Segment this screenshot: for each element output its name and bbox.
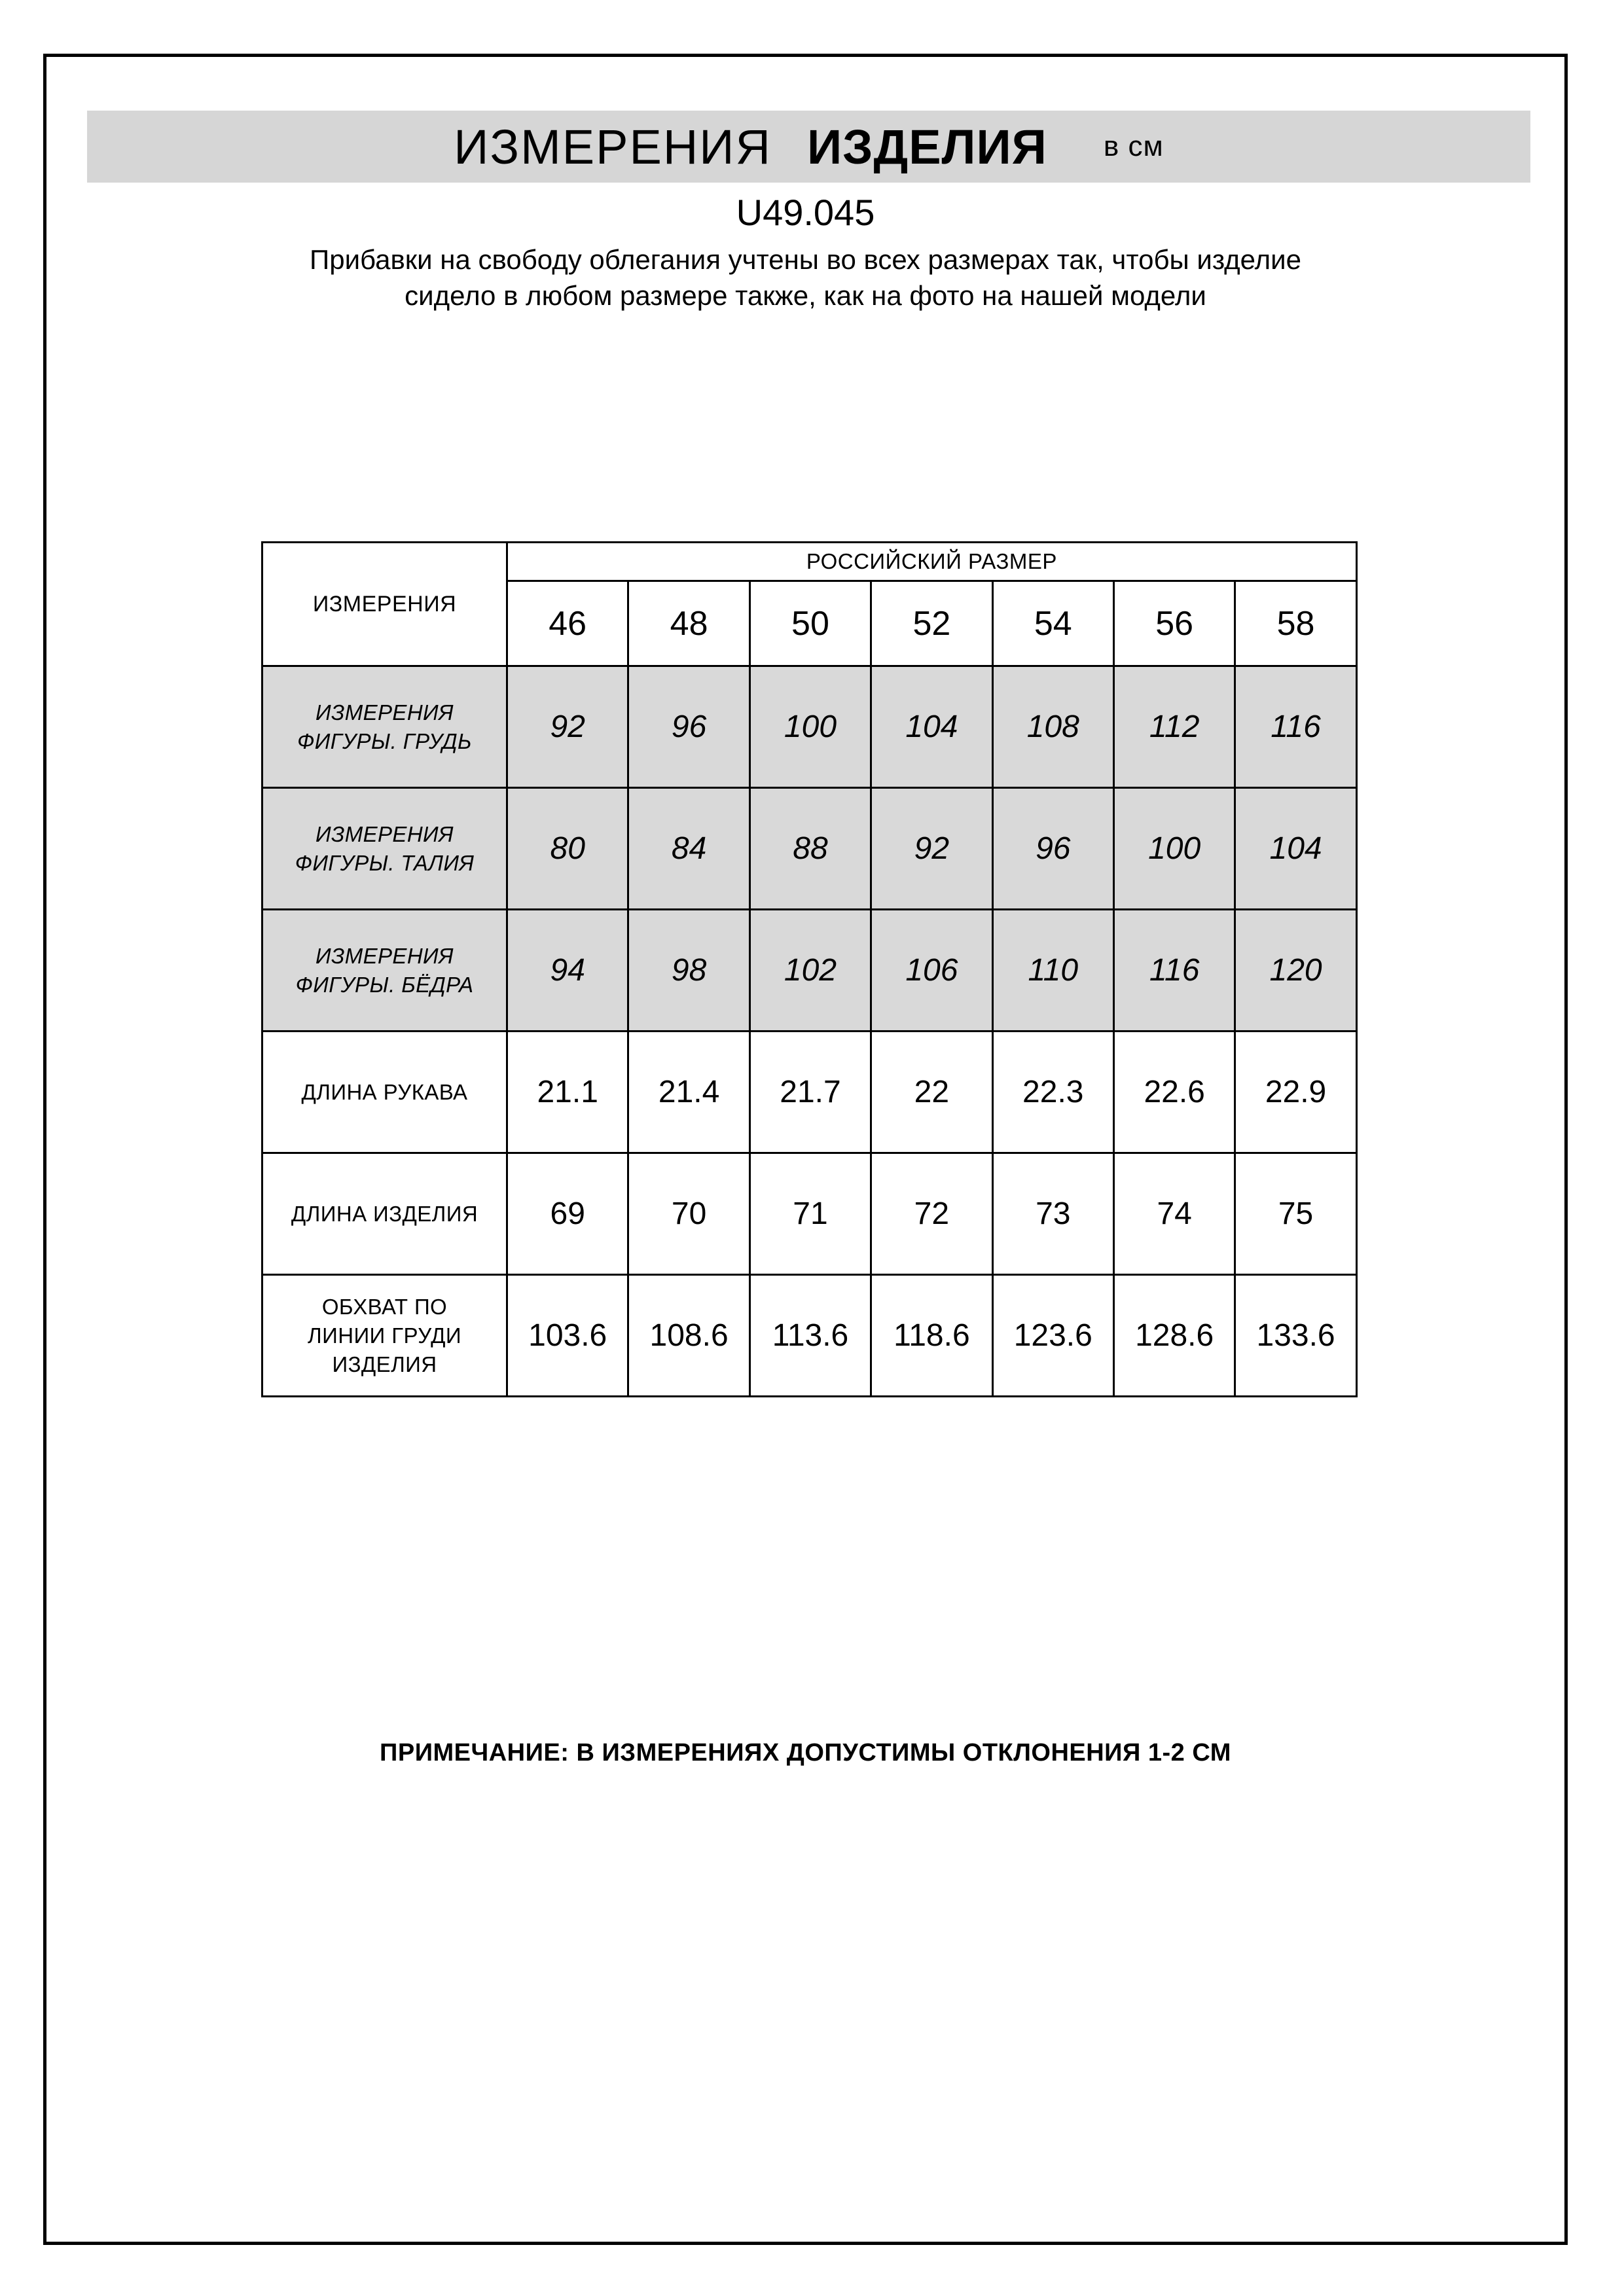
cell-length-48: 70 bbox=[628, 1153, 749, 1275]
cell-sleeve-50: 21.7 bbox=[749, 1031, 871, 1153]
row-label-chest-girth bbox=[262, 1275, 507, 1397]
cell-waist-46: 80 bbox=[507, 788, 628, 910]
cell-length-50: 71 bbox=[749, 1153, 871, 1275]
cell-sleeve-52: 22 bbox=[871, 1031, 992, 1153]
cell-bust-46: 92 bbox=[507, 666, 628, 788]
size-header-50: 50 bbox=[749, 581, 871, 666]
cell-length-52: 72 bbox=[871, 1153, 992, 1275]
row-label-bust bbox=[262, 666, 507, 788]
title-measurements: ИЗМЕРЕНИЯ bbox=[454, 119, 772, 174]
cell-sleeve-56: 22.6 bbox=[1113, 1031, 1235, 1153]
page-frame bbox=[43, 54, 1568, 2245]
cell-sleeve-54: 22.3 bbox=[992, 1031, 1113, 1153]
size-header-46: 46 bbox=[507, 581, 628, 666]
cell-girth-48: 108.6 bbox=[628, 1275, 749, 1397]
row-label-line1: ДЛИНА РУКАВА bbox=[301, 1079, 468, 1104]
row-label-waist bbox=[262, 788, 507, 910]
cell-hips-56: 116 bbox=[1113, 910, 1235, 1031]
row-label-line2: ФИГУРЫ. ГРУДЬ bbox=[297, 728, 472, 753]
cell-sleeve-46: 21.1 bbox=[507, 1031, 628, 1153]
row-label-line2: ФИГУРЫ. БЁДРА bbox=[295, 972, 474, 997]
cell-waist-48: 84 bbox=[628, 788, 749, 910]
table-row bbox=[262, 1031, 1357, 1153]
row-label-hips bbox=[262, 910, 507, 1031]
cell-sleeve-58: 22.9 bbox=[1235, 1031, 1356, 1153]
size-header-56: 56 bbox=[1113, 581, 1235, 666]
table-header-group-row bbox=[262, 543, 1357, 581]
cell-waist-58: 104 bbox=[1235, 788, 1356, 910]
size-chart-table bbox=[261, 541, 1358, 1397]
cell-girth-46: 103.6 bbox=[507, 1275, 628, 1397]
cell-length-58: 75 bbox=[1235, 1153, 1356, 1275]
cell-length-46: 69 bbox=[507, 1153, 628, 1275]
title-band bbox=[87, 111, 1530, 183]
cell-sleeve-48: 21.4 bbox=[628, 1031, 749, 1153]
cell-hips-48: 98 bbox=[628, 910, 749, 1031]
cell-bust-56: 112 bbox=[1113, 666, 1235, 788]
cell-hips-46: 94 bbox=[507, 910, 628, 1031]
cell-waist-56: 100 bbox=[1113, 788, 1235, 910]
cell-girth-54: 123.6 bbox=[992, 1275, 1113, 1397]
cell-hips-58: 120 bbox=[1235, 910, 1356, 1031]
row-label-line3: ИЗДЕЛИЯ bbox=[332, 1352, 437, 1376]
document-code: U49.045 bbox=[736, 192, 875, 233]
cell-length-56: 74 bbox=[1113, 1153, 1235, 1275]
row-label-line1: ДЛИНА ИЗДЕЛИЯ bbox=[291, 1201, 478, 1226]
table-row bbox=[262, 1153, 1357, 1275]
row-label-product-length bbox=[262, 1153, 507, 1275]
cell-bust-52: 104 bbox=[871, 666, 992, 788]
cell-hips-52: 106 bbox=[871, 910, 992, 1031]
cell-waist-50: 88 bbox=[749, 788, 871, 910]
row-label-line1: ОБХВАТ ПО bbox=[321, 1294, 448, 1319]
table-row bbox=[262, 666, 1357, 788]
row-label-line2: ФИГУРЫ. ТАЛИЯ bbox=[295, 850, 475, 875]
cell-girth-58: 133.6 bbox=[1235, 1275, 1356, 1397]
stub-header-cell: ИЗМЕРЕНИЯ bbox=[262, 543, 507, 666]
cell-waist-52: 92 bbox=[871, 788, 992, 910]
cell-bust-50: 100 bbox=[749, 666, 871, 788]
row-label-sleeve-length bbox=[262, 1031, 507, 1153]
cell-hips-54: 110 bbox=[992, 910, 1113, 1031]
cell-girth-50: 113.6 bbox=[749, 1275, 871, 1397]
cell-hips-50: 102 bbox=[749, 910, 871, 1031]
table-row bbox=[262, 910, 1357, 1031]
title-unit-label: в см bbox=[1103, 130, 1164, 162]
cell-girth-52: 118.6 bbox=[871, 1275, 992, 1397]
title-product: ИЗДЕЛИЯ bbox=[806, 119, 1047, 174]
row-label-line1: ИЗМЕРЕНИЯ bbox=[316, 821, 454, 846]
table-row bbox=[262, 1275, 1357, 1397]
cell-waist-54: 96 bbox=[992, 788, 1113, 910]
row-label-line2: ЛИНИИ ГРУДИ bbox=[308, 1323, 461, 1348]
size-header-54: 54 bbox=[992, 581, 1113, 666]
row-label-line1: ИЗМЕРЕНИЯ bbox=[316, 700, 454, 725]
table-row bbox=[262, 788, 1357, 910]
size-header-48: 48 bbox=[628, 581, 749, 666]
row-label-line1: ИЗМЕРЕНИЯ bbox=[316, 943, 454, 968]
size-header-58: 58 bbox=[1235, 581, 1356, 666]
footer-note: ПРИМЕЧАНИЕ: В ИЗМЕРЕНИЯХ ДОПУСТИМЫ ОТКЛОНЕНИЯ 1-2 СМ bbox=[380, 1739, 1231, 1767]
cell-bust-48: 96 bbox=[628, 666, 749, 788]
group-header-cell: РОССИЙСКИЙ РАЗМЕР bbox=[507, 543, 1357, 581]
cell-length-54: 73 bbox=[992, 1153, 1113, 1275]
cell-bust-54: 108 bbox=[992, 666, 1113, 788]
size-header-52: 52 bbox=[871, 581, 992, 666]
cell-girth-56: 128.6 bbox=[1113, 1275, 1235, 1397]
cell-bust-58: 116 bbox=[1235, 666, 1356, 788]
document-note: Прибавки на свободу облегания учтены во всех размерах так, чтобы изделие сидело в любом размере также, как на фото на нашей модели bbox=[310, 244, 1301, 311]
